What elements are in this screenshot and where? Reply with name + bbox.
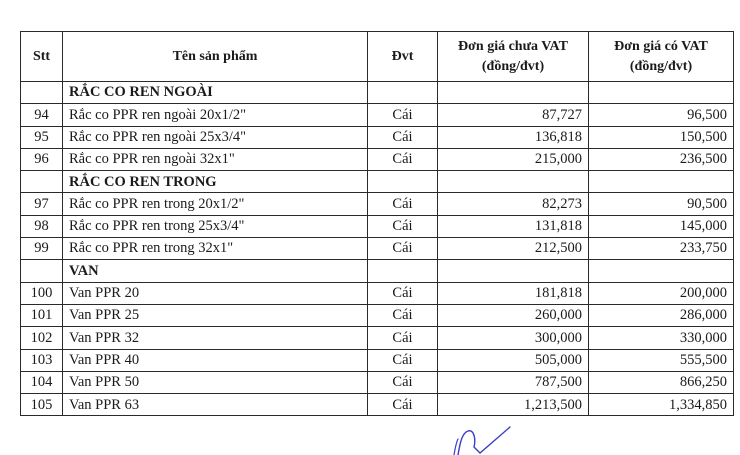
table-row — [21, 327, 734, 349]
table-row — [21, 215, 734, 237]
price-incl-vat-cell: 90,500 — [589, 193, 734, 215]
stt-cell: 95 — [21, 126, 63, 148]
header-unit: Đvt — [368, 32, 438, 82]
price-incl-vat-cell — [589, 260, 734, 282]
price-excl-vat-cell: 82,273 — [438, 193, 589, 215]
stt-cell: 104 — [21, 371, 63, 393]
unit-cell: Cái — [368, 104, 438, 126]
price-excl-vat-cell: 87,727 — [438, 104, 589, 126]
price-incl-vat-cell: 555,500 — [589, 349, 734, 371]
price-excl-vat-cell — [438, 260, 589, 282]
product-name-cell: Van PPR 20 — [63, 282, 368, 304]
table-row — [21, 148, 734, 170]
header-stt: Stt — [21, 32, 63, 82]
section-header-row — [21, 82, 734, 104]
price-incl-vat-cell: 150,500 — [589, 126, 734, 148]
price-excl-vat-cell: 212,500 — [438, 238, 589, 260]
stt-cell — [21, 260, 63, 282]
price-excl-vat-cell: 131,818 — [438, 215, 589, 237]
unit-cell: Cái — [368, 215, 438, 237]
table-body — [21, 82, 734, 416]
stt-cell: 101 — [21, 304, 63, 326]
product-name-cell: RẮC CO REN TRONG — [63, 171, 368, 193]
header-price-excl-vat-label: Đơn giá chưa VAT — [458, 38, 568, 54]
product-name-cell: Van PPR 32 — [63, 327, 368, 349]
price-excl-vat-cell: 1,213,500 — [438, 394, 589, 416]
unit-cell: Cái — [368, 349, 438, 371]
product-name-cell: Rắc co PPR ren trong 20x1/2" — [63, 193, 368, 215]
price-excl-vat-cell: 787,500 — [438, 371, 589, 393]
price-incl-vat-cell: 286,000 — [589, 304, 734, 326]
stt-cell: 97 — [21, 193, 63, 215]
price-excl-vat-cell: 136,818 — [438, 126, 589, 148]
table-row — [21, 304, 734, 326]
header-product-name: Tên sản phẩm — [63, 32, 368, 82]
section-header-row — [21, 260, 734, 282]
price-incl-vat-cell: 866,250 — [589, 371, 734, 393]
product-name-cell: Rắc co PPR ren trong 32x1" — [63, 238, 368, 260]
unit-cell — [368, 171, 438, 193]
price-excl-vat-cell: 215,000 — [438, 148, 589, 170]
header-price-incl-vat-label: Đơn giá có VAT — [614, 38, 708, 54]
price-incl-vat-cell: 145,000 — [589, 215, 734, 237]
unit-cell: Cái — [368, 193, 438, 215]
unit-cell: Cái — [368, 394, 438, 416]
price-incl-vat-cell: 233,750 — [589, 238, 734, 260]
unit-cell: Cái — [368, 371, 438, 393]
signature-mark — [450, 425, 550, 455]
stt-cell: 96 — [21, 148, 63, 170]
product-name-cell: Van PPR 25 — [63, 304, 368, 326]
price-excl-vat-cell: 260,000 — [438, 304, 589, 326]
stt-cell: 102 — [21, 327, 63, 349]
unit-cell: Cái — [368, 238, 438, 260]
table-row — [21, 394, 734, 416]
stt-cell: 99 — [21, 238, 63, 260]
table-row — [21, 126, 734, 148]
table-header-row — [21, 32, 734, 82]
header-price-incl-vat — [589, 32, 734, 82]
price-excl-vat-cell — [438, 82, 589, 104]
price-excl-vat-cell: 181,818 — [438, 282, 589, 304]
price-incl-vat-cell — [589, 82, 734, 104]
table-row — [21, 238, 734, 260]
product-name-cell: Rắc co PPR ren ngoài 25x3/4" — [63, 126, 368, 148]
stt-cell: 98 — [21, 215, 63, 237]
price-incl-vat-cell: 1,334,850 — [589, 394, 734, 416]
product-name-cell: Van PPR 40 — [63, 349, 368, 371]
stt-cell: 100 — [21, 282, 63, 304]
product-name-cell: VAN — [63, 260, 368, 282]
price-table — [20, 31, 734, 416]
unit-cell — [368, 260, 438, 282]
header-price-incl-vat-unit: (đồng/đvt) — [629, 58, 693, 74]
header-price-excl-vat-unit: (đồng/đvt) — [481, 58, 545, 74]
price-incl-vat-cell — [589, 171, 734, 193]
price-incl-vat-cell: 200,000 — [589, 282, 734, 304]
section-header-row — [21, 171, 734, 193]
unit-cell: Cái — [368, 304, 438, 326]
unit-cell: Cái — [368, 282, 438, 304]
table-row — [21, 193, 734, 215]
stt-cell: 94 — [21, 104, 63, 126]
product-name-cell: RẮC CO REN NGOÀI — [63, 82, 368, 104]
product-name-cell: Rắc co PPR ren ngoài 20x1/2" — [63, 104, 368, 126]
product-name-cell: Rắc co PPR ren ngoài 32x1" — [63, 148, 368, 170]
price-incl-vat-cell: 330,000 — [589, 327, 734, 349]
price-excl-vat-cell: 300,000 — [438, 327, 589, 349]
unit-cell: Cái — [368, 148, 438, 170]
price-excl-vat-cell: 505,000 — [438, 349, 589, 371]
table-row — [21, 282, 734, 304]
price-excl-vat-cell — [438, 171, 589, 193]
header-price-excl-vat — [438, 32, 589, 82]
product-name-cell: Van PPR 50 — [63, 371, 368, 393]
unit-cell — [368, 82, 438, 104]
table-row — [21, 371, 734, 393]
stt-cell — [21, 171, 63, 193]
table-row — [21, 349, 734, 371]
unit-cell: Cái — [368, 327, 438, 349]
table-row — [21, 104, 734, 126]
product-name-cell: Van PPR 63 — [63, 394, 368, 416]
stt-cell: 103 — [21, 349, 63, 371]
product-name-cell: Rắc co PPR ren trong 25x3/4" — [63, 215, 368, 237]
stt-cell — [21, 82, 63, 104]
price-incl-vat-cell: 236,500 — [589, 148, 734, 170]
unit-cell: Cái — [368, 126, 438, 148]
stt-cell: 105 — [21, 394, 63, 416]
price-incl-vat-cell: 96,500 — [589, 104, 734, 126]
